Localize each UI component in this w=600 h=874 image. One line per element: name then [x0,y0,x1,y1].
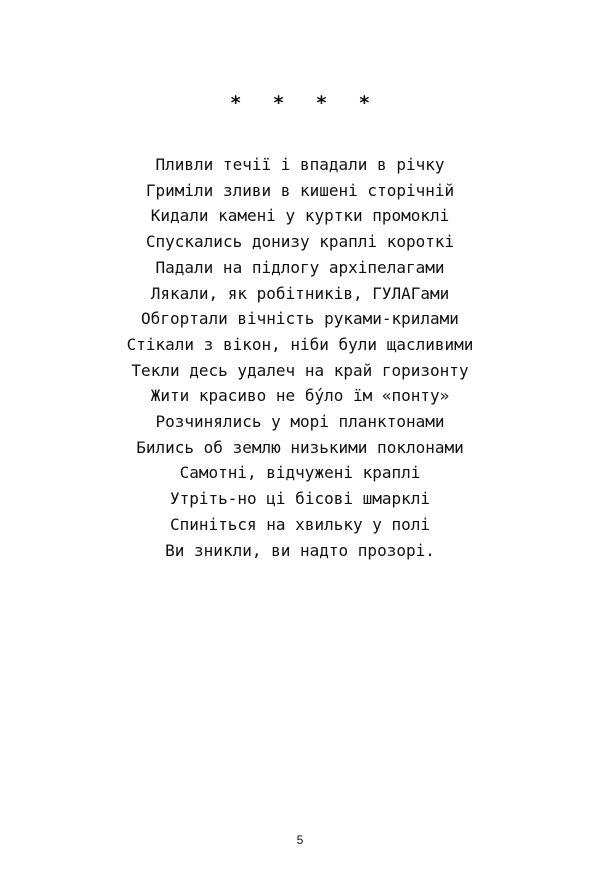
poem-line: Гриміли зливи в кишені сторічній [145,180,455,200]
poem-line: Жити красиво не бу́ло їм «понту» [150,386,450,406]
page-number: 5 [296,833,304,847]
poem [0,152,600,563]
section-separator: * * * * [229,92,381,114]
poem-line: Ви зникли, ви надто прозорі. [165,540,435,560]
poem-line: Утріть-но ці бісові шмарклі [169,489,431,509]
poem-line: Пливли течії і впадали в річку [155,155,445,174]
poem-line: Спускались донизу краплі короткі [145,232,455,252]
poem-line: Обгортали вічність руками-крилами [141,309,459,329]
poem-line: Лякали, як робітників, ГУЛАГами [150,283,450,303]
poem-line: Кидали камені у куртки промоклі [150,206,450,226]
poem-line: Розчинялись у морі планктонами [155,412,445,432]
poem-line: Самотні, відчужені краплі [179,463,421,483]
poem-line: Текли десь удалеч на край горизонту [131,360,469,380]
poem-line: Бились об землю низькими поклонами [136,437,464,457]
poem-line: Стікали з вікон, ніби були щасливими [126,334,474,354]
poem-line: Падали на підлогу архіпелагами [155,257,445,277]
poem-line: Спиніться на хвильку у полі [169,514,431,534]
